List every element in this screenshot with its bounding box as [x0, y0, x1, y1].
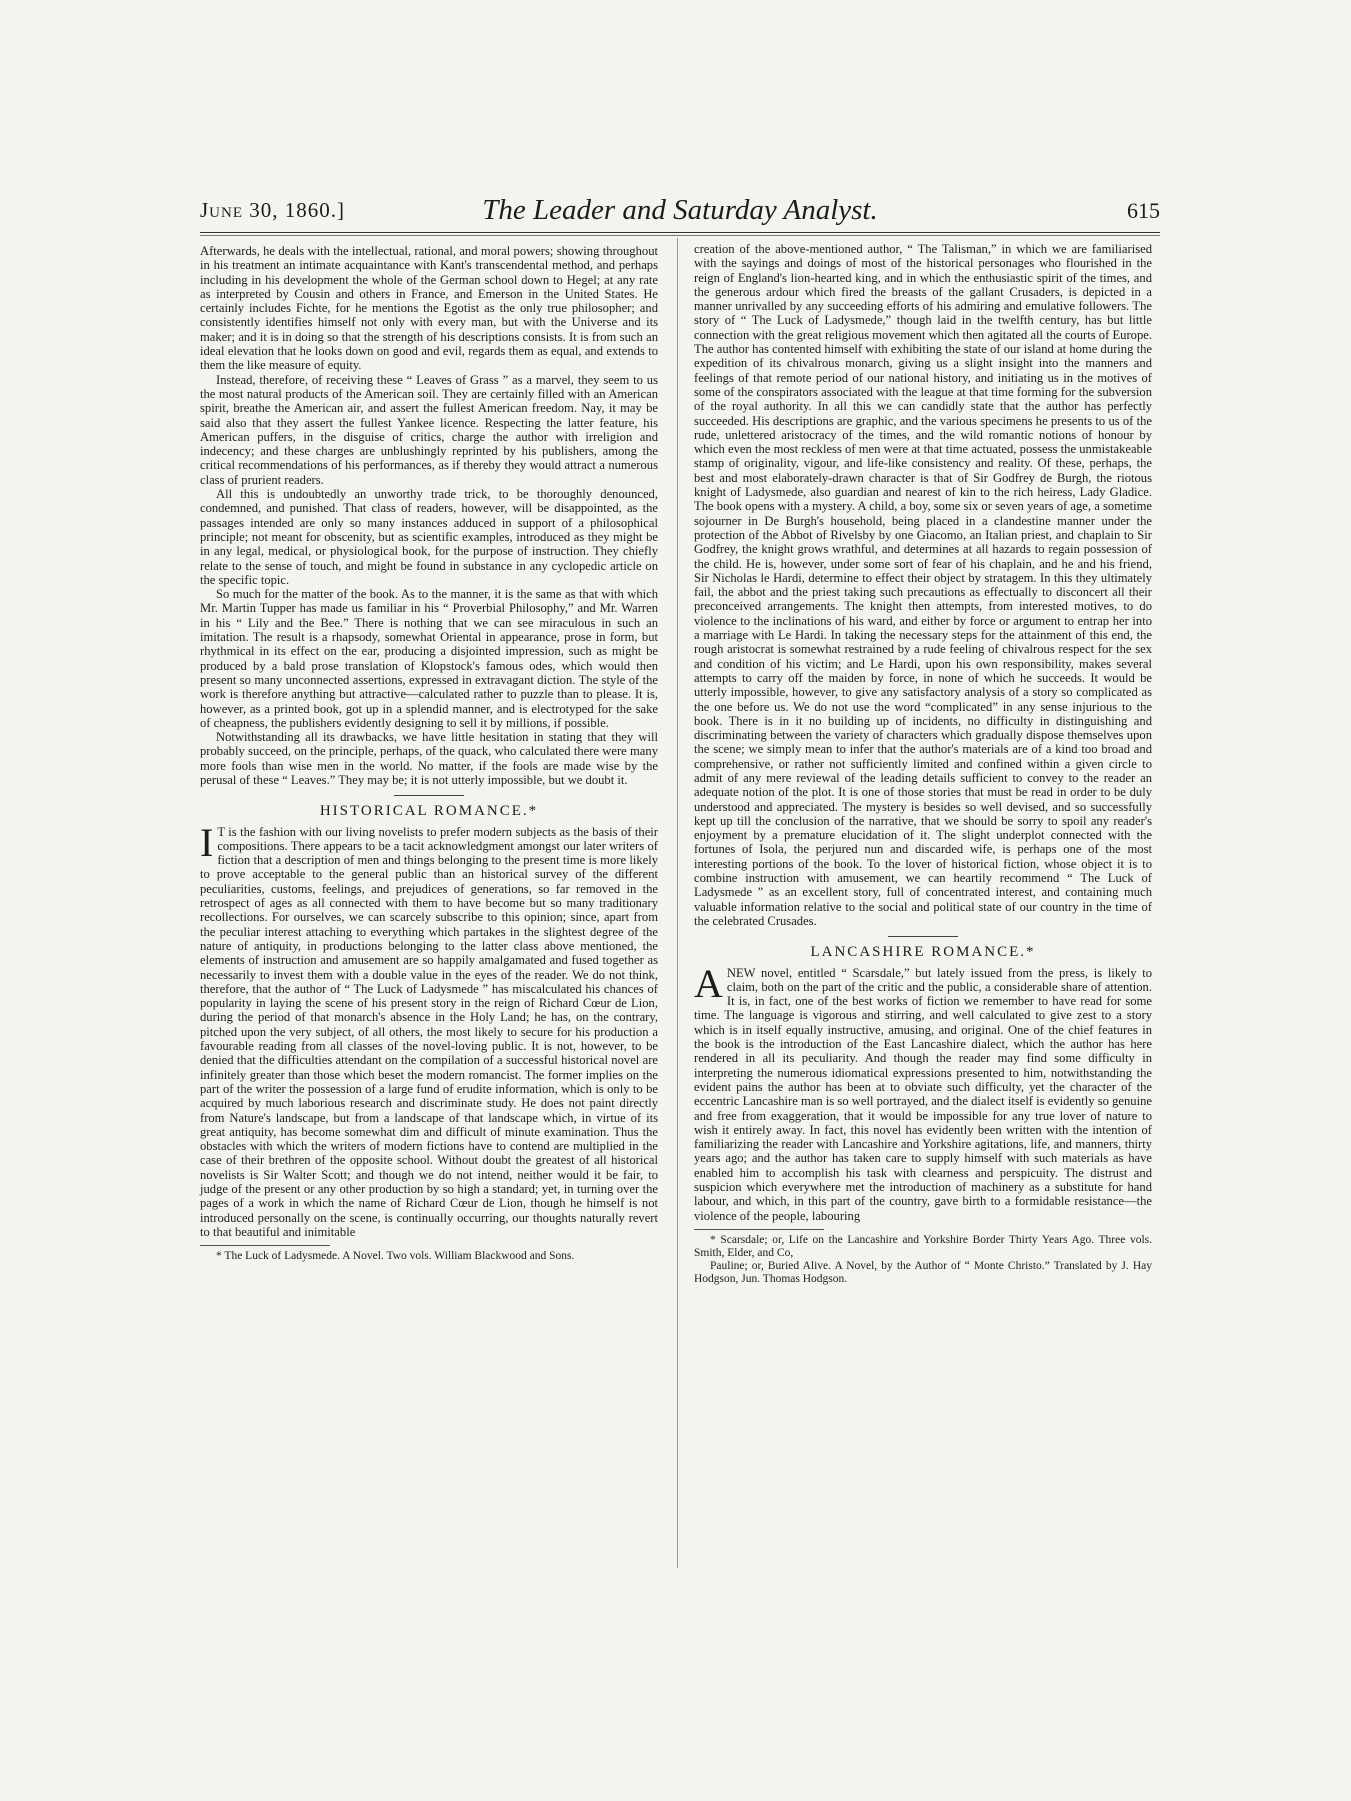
column-divider [677, 238, 678, 1568]
article-paragraph: Notwithstanding all its drawbacks, we have little hesitation in stating that they will probably succeed, on the principle, perhaps, of the quack, who calculated there were many more fools than wise men in the world. No matter, if the fools are made wise by the perusal of these “ Leaves.” They may be; it is not utterly impossible, but we doubt it. [200, 730, 658, 787]
header-rule-secondary [200, 235, 1160, 236]
section-rule [888, 936, 958, 937]
footnote: Pauline; or, Buried Alive. A Novel, by the Author of “ Monte Christo.” Translated by J. Hay Hodgson, Jun. Thomas Hodgson. [694, 1259, 1152, 1285]
footnote: * The Luck of Ladysmede. A Novel. Two vols. William Blackwood and Sons. [216, 1250, 575, 1263]
publication-title: The Leader and Saturday Analyst. [482, 194, 878, 226]
page-number: 615 [1127, 198, 1160, 223]
left-column [200, 244, 658, 1263]
section-rule [394, 795, 464, 796]
footnote-rule [200, 1245, 330, 1246]
section-title-historical-romance: HISTORICAL ROMANCE.* [319, 803, 539, 820]
section-paragraph [694, 960, 1152, 1223]
header-rule [200, 232, 1160, 233]
article-paragraph: All this is undoubtedly an unworthy trade trick, to be thoroughly denounced, condemned, and punished. That class of readers, however, will be disappointed, as the passages intended are only so many instances adduced in support of a philosophical principle; not meant for obscenity, but as scientific examples, introduced as they might be in any legal, medical, or physiological book, for the purpose of instruction. They chiefly relate to the sense of touch, and might be found in substance in any cyclopedic article on the specific topic. [200, 487, 658, 587]
drop-cap: A [694, 960, 723, 1006]
footnote-rule [694, 1229, 824, 1230]
article-paragraph: creation of the above-mentioned author, “ The Talisman,” in which we are familiarised with the sayings and doings of most of the historical personages who flourished in the reign of England's lion-hearted king, and in which the enthusiastic spirit of the times, and the generous ardour which fired the breasts of the gallant Crusaders, is depicted in a manner unrivalled by any succeeding efforts of his admiring and emulative followers. The story of “ The Luck of Ladysmede,” though laid in the twelfth century, has but little connection with the great religious movement which then agitated all the courts of Europe. The author has contented himself with exhibiting the state of our island at home during the expedition of its chivalrous monarch, giving us a slight insight into the manners and feelings of that remote period of our national history, and initiating us in the motives of some of the conspirators associated with the league at that time forming for the subversion of the royal authority. In all this we can candidly state that the author has perfectly succeeded. His descriptions are graphic, and the various specimens he presents to us of the rude, unlettered aristocracy of the times, and the wild romantic notions of honour by which even the most reckless of men were at that time actuated, possess the unmistakeable stamp of originality, vigour, and life-like consistency and reality. Of these, perhaps, the best and most elaborately-drawn character is that of Sir Godfrey de Burgh, the riotous knight of Ladysmede, also guardian and nearest of kin to the rich heiress, Lady Gladice. The book opens with a mystery. A child, a boy, some six or seven years of age, a sometime sojourner in De Burgh's household, being placed in a clandestine manner under the protection of the Abbot of Rivelsby by one Giacomo, an Italian priest, and chaplain to Sir Godfrey, the knight grows wrathful, and determines at all hazards to regain possession of the child. He is, however, under some sort of fear of his chaplain, and he and his friend, Sir Nicholas le Hardi, determine to effect their object by stratagem. In this they ultimately fail, the abbot and the priest taking such precautions as effectually to disconcert all their preconceived arrangements. The knight then attempts, from interested motives, to do violence to the inclinations of his ward, and either by force or argument to entrap her into a marriage with Le Hardi. In taking the necessary steps for the attainment of this end, the rough aristocrat is somewhat restrained by a rude feeling of chivalrous respect for the sex and condition of his victim; and Le Hardi, upon his own responsibility, makes several attempts to carry off the maiden by force, in none of which he succeeds. It would be utterly impossible, however, to give any satisfactory analysis of a story so complicated as the one before us. We do not use the word “complicated” in any sense injurious to the book. There is in it no building up of incidents, no difficulty in distinguishing and discriminating between the variety of characters which gradually dispose themselves upon the scene; we simply mean to infer that the author's materials are of a kind too broad and comprehensive, or rather not sufficiently limited and confined within a given circle to admit of any mere reviewal of the leading details sufficient to convey to the reader an adequate notion of the plot. It is one of those stories that must be read in order to be duly understood and appreciated. The mystery is besides so well devised, and so successfully kept up till the conclusion of the narrative, that we should be sorry to spoil any reader's enjoyment by a premature elucidation of it. The slight underplot connected with the fortunes of Isola, the perjured nun and discarded wife, is perhaps one of the most interesting portions of the book. To the lover of historical fiction, whose object it is to combine instruction with amusement, we can heartily recommend “ The Luck of Ladysmede ” as an excellent story, full of concentrated interest, and containing much valuable information relative to the social and political state of our country in the time of the celebrated Crusades. [694, 242, 1152, 928]
article-paragraph: Afterwards, he deals with the intellectual, rational, and moral powers; showing throughout in his treatment an intimate acquaintance with Kant's transcendental method, and perhaps including in his development the whole of the German school down to Hegel; at any rate as interpreted by Cousin and others in France, and Emerson in the United States. He certainly includes Fichte, for he mentions the Egotist as the only true philosopher; and consistently identifies himself not only with every man, but with the Universe and its maker; and it is in doing so that the strength of his descriptions consists. It is from such an ideal elevation that he looks down on good and evil, regards them as equal, and extends to them the like measure of equity. [200, 244, 658, 373]
section-paragraph [200, 819, 658, 1240]
header-date: June 30, 1860.] [200, 198, 345, 222]
section-title-lancashire-romance: LANCASHIRE ROMANCE.* [810, 944, 1036, 961]
section-body-text: NEW novel, entitled “ Scarsdale,” but lately issued from the press, is likely to claim, both on the part of the critic and the public, a considerable share of attention. It is, in fact, one of the best works of fiction we remember to have read for some time. The language is vigorous and stirring, and well calculated to give zest to a story which is in itself equally instructive, amusing, and original. One of the chief features in the book is the introduction of the East Lancashire dialect, which the author has here rendered in all its peculiarity. And though the reader may find some difficulty in interpreting the numerous idiomatical expressions presented to him, notwithstanding the evident pains the author has been at to obviate such difficulty, yet the character of the eccentric Lancashire man is so well portrayed, and the dialect itself is evidently so genuine and free from exaggeration, that it would be impossible for any true lover of nature to wish it entirely away. In fact, this novel has evidently been written with the intention of familiarizing the reader with Lancashire and Yorkshire agitations, life, and manners, thirty years ago; and the author has taken care to supply himself with such materials as have enabled him to accomplish his task with clearness and perspicuity. The distrust and suspicion which everywhere met the introduction of machinery as a substitute for hand labour, and which, in this part of the country, gave birth to a formidable resistance—the violence of the people, labouring [694, 965, 1152, 1223]
section-body-text: T is the fashion with our living novelists to prefer modern subjects as the basis of their compositions. There appears to be a tacit acknowledgment amongst our later writers of fiction that a description of men and things belonging to the present time is more likely to prove acceptable to the general public than an historical survey of the different peculiarities, customs, feelings, and prejudices of generations, so far removed in the retrospect of ages as all connected with them to have become but so many traditionary recollections. For ourselves, we can scarcely subscribe to this opinion; since, apart from the peculiar interest attaching to everything which partakes in the slightest degree of the nature of antiquity, in productions belonging to the latter class above mentioned, the elements of instruction and amusement are so happily amalgamated and fused together as necessarily to invest them with a double value in the eyes of the reader. We do not think, therefore, that the author of “ The Luck of Ladysmede ” has miscalculated his chances of popularity in laying the scene of his present story in the reign of Richard Cœur de Lion, during the period of that monarch's absence in the Holy Land; he has, on the contrary, pitched upon the very subject, of all others, the most likely to secure for his production a favourable reading from all classes of the novel-loving public. It is not, however, to be denied that the difficulties attendant on the compilation of a successful historical novel are infinitely greater than those which beset the modern romancist. The former implies on the part of the writer the possession of a large fund of erudite information, which is only to be acquired by much laborious research and discriminate study. He does not paint directly from Nature's landscape, but from a landscape of that landscape which, in virtue of its great antiquity, has become somewhat dim and difficult of minute examination. Thus the obstacles with which the writers of modern fictions have to contend are multiplied in the case of their brethren of the opposite school. Without doubt the greatest of all historical novelists is Sir Walter Scott; and though we do not intend, neither would it be fair, to judge of the present or any other production by so high a standard; yet, in turning over the pages of a work in which the name of Richard Cœur de Lion, though he himself is not introduced personally on the scene, is continually occurring, our thoughts naturally revert to that beautiful and inimitable [200, 824, 658, 1239]
page-header [200, 192, 1160, 228]
article-paragraph: Instead, therefore, of receiving these “ Leaves of Grass ” as a marvel, they seem to us the most natural products of the American soil. They are certainly filled with an American spirit, breathe the American air, and assert the fullest American freedom. Nay, it may be said also that they assert the fullest Yankee licence. Respecting the latter feature, his American puffers, in the disguise of critics, charge the author with irreligion and indecency; and these charges are unblushingly reprinted by his publishers, among the critical recommendations of his performances, as if thereby they would attract a numerous class of prurient readers. [200, 372, 658, 487]
drop-cap: I [200, 819, 214, 865]
right-column [694, 242, 1152, 1286]
footnote: * Scarsdale; or, Life on the Lancashire and Yorkshire Border Thirty Years Ago. Three vols. Smith, Elder, and Co, [694, 1233, 1152, 1259]
article-paragraph: So much for the matter of the book. As to the manner, it is the same as that with which Mr. Martin Tupper has made us familiar in his “ Proverbial Philosophy,” and Mr. Warren in his “ Lily and the Bee.” There is nothing that we can see miraculous in such an imitation. The result is a rhapsody, somewhat Oriental in appearance, prose in form, but rhythmical in its effect on the ear, producing a disjointed impression, such as might be produced by a bald prose translation of Klopstock's famous odes, which would then present so many unconnected assertions, expressed in extravagant diction. The style of the work is therefore anything but attractive—calculated rather to puzzle than to please. It is, however, as a printed book, got up in a splendid manner, and is electrotyped for the sake of cheapness, the publishers evidently designing to sell it by millions, if possible. [200, 587, 658, 730]
